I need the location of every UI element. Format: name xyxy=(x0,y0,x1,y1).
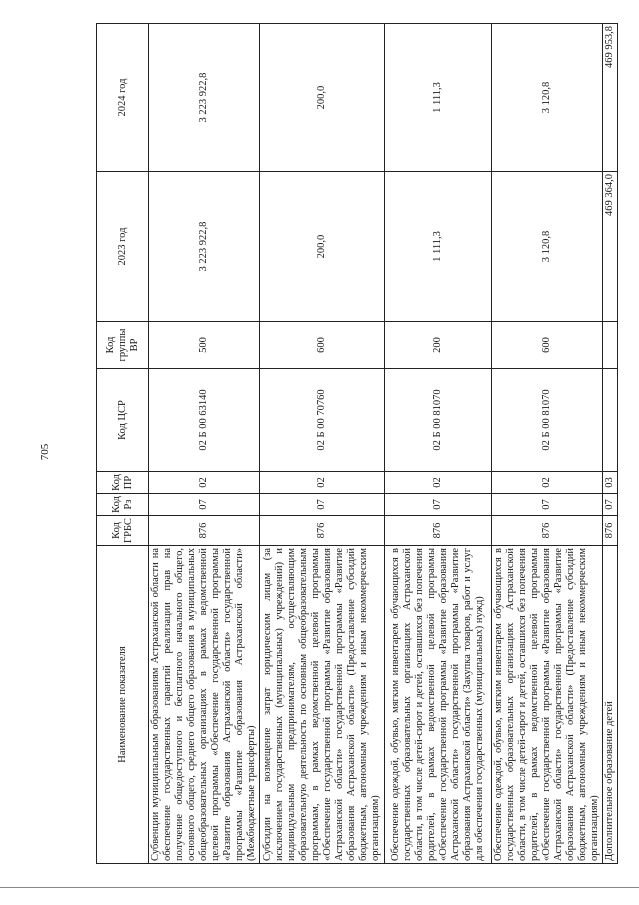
row-2024: 200,0 xyxy=(260,24,385,172)
row-grbs: 876 xyxy=(492,516,603,546)
table-row xyxy=(385,24,492,864)
header-pr: Код ПР xyxy=(97,472,149,494)
row-grbs: 876 xyxy=(149,516,260,546)
row-rz: 07 xyxy=(260,494,385,516)
header-2024: 2024 год xyxy=(97,24,149,172)
row-csr: 02 Б 00 70760 xyxy=(260,369,385,472)
header-grbs: Код ГРБС xyxy=(97,516,149,546)
row-pr: 02 xyxy=(260,472,385,494)
header-vr: Код группы ВР xyxy=(97,322,149,369)
row-csr: 02 Б 00 81070 xyxy=(385,369,492,472)
row-vr xyxy=(603,322,618,369)
row-rz: 07 xyxy=(492,494,603,516)
row-2024: 3 223 922,8 xyxy=(149,24,260,172)
row-2024: 1 111,3 xyxy=(385,24,492,172)
header-2023: 2023 год xyxy=(97,172,149,322)
row-rz: 07 xyxy=(603,494,618,516)
row-2024: 3 120,8 xyxy=(492,24,603,172)
row-name: Обеспечение одеждой, обувью, мягким инвентарем обучающихся в государственных образовательных организациях Астраханской области, в том числе детей-сирот и детей, оставшихся без попечения родителей, в рамках ведомственной целевой программы «Обеспечение государственной программы «Развитие образования Астраханской области» государственной программы «Развитие образования Астраханской области» (Закупка товаров, работ и услуг для обеспечения государственных (муниципальных) нужд) xyxy=(385,546,492,864)
row-rz: 07 xyxy=(385,494,492,516)
row-vr: 500 xyxy=(149,322,260,369)
table-row xyxy=(149,24,260,864)
table-row xyxy=(603,24,618,864)
row-name: Субсидии на возмещение затрат юридическим лицам (за исключением государственных (муниципальных) учреждений) и индивидуальным предпринимателям, осуществляющим образовательную деятельность по основным общеобразовательным программам, в рамках ведомственной целевой программы «Обеспечение государственной программы «Развитие образования Астраханской области» государственной программы «Развитие образования Астраханской области» (Предоставление субсидий бюджетным, автономным учреждениям и иным некоммерческим организациям) xyxy=(260,546,385,864)
table-header-row xyxy=(97,24,149,864)
row-2023: 1 111,3 xyxy=(385,172,492,322)
row-grbs: 876 xyxy=(260,516,385,546)
row-2024: 469 953,8 xyxy=(603,24,618,172)
row-2023: 200,0 xyxy=(260,172,385,322)
row-csr: 02 Б 00 63140 xyxy=(149,369,260,472)
row-pr: 02 xyxy=(385,472,492,494)
table-row xyxy=(492,24,603,864)
row-grbs: 876 xyxy=(385,516,492,546)
row-csr: 02 Б 00 81070 xyxy=(492,369,603,472)
row-name: Дополнительное образование детей xyxy=(603,546,618,864)
table-row xyxy=(260,24,385,864)
row-2023: 469 364,0 xyxy=(603,172,618,322)
page-number: 705 xyxy=(39,443,51,461)
row-rz: 07 xyxy=(149,494,260,516)
scan-edge-line xyxy=(0,887,639,888)
row-grbs: 876 xyxy=(603,516,618,546)
row-csr xyxy=(603,369,618,472)
row-name: Обеспечение одеждой, обувью, мягким инвентарем обучающихся в государственных образовательных организациях Астраханской области, в том числе детей-сирот и детей, оставшихся без попечения родителей, в рамках ведомственной целевой программы «Обеспечение государственной программы «Развитие образования Астраханской области» государственной программы «Развитие образования Астраханской области» (Предоставление субсидий бюджетным, автономным учреждениям и иным некоммерческим организациям) xyxy=(492,546,603,864)
header-name: Наименование показателя xyxy=(97,546,149,864)
row-vr: 200 xyxy=(385,322,492,369)
row-name: Субвенции муниципальным образованиям Астраханской области на обеспечение государственных гарантий реализации прав на получение общедоступного и бесплатного начального общего, основного общего, среднего общего образования в муниципальных общеобразовательных организациях в рамках ведомственной целевой программы «Обеспечение государственной программы «Развитие образования Астраханской области» государственной программы «Развитие образования Астраханской области» (Межбюджетные трансферты) xyxy=(149,546,260,864)
row-pr: 02 xyxy=(149,472,260,494)
row-vr: 600 xyxy=(492,322,603,369)
header-rz: Код Рз xyxy=(97,494,149,516)
budget-table xyxy=(96,23,618,864)
rotated-page-content xyxy=(96,24,615,864)
header-csr: Код ЦСР xyxy=(97,369,149,472)
row-pr: 03 xyxy=(603,472,618,494)
row-2023: 3 120,8 xyxy=(492,172,603,322)
row-pr: 02 xyxy=(492,472,603,494)
row-2023: 3 223 922,8 xyxy=(149,172,260,322)
row-vr: 600 xyxy=(260,322,385,369)
